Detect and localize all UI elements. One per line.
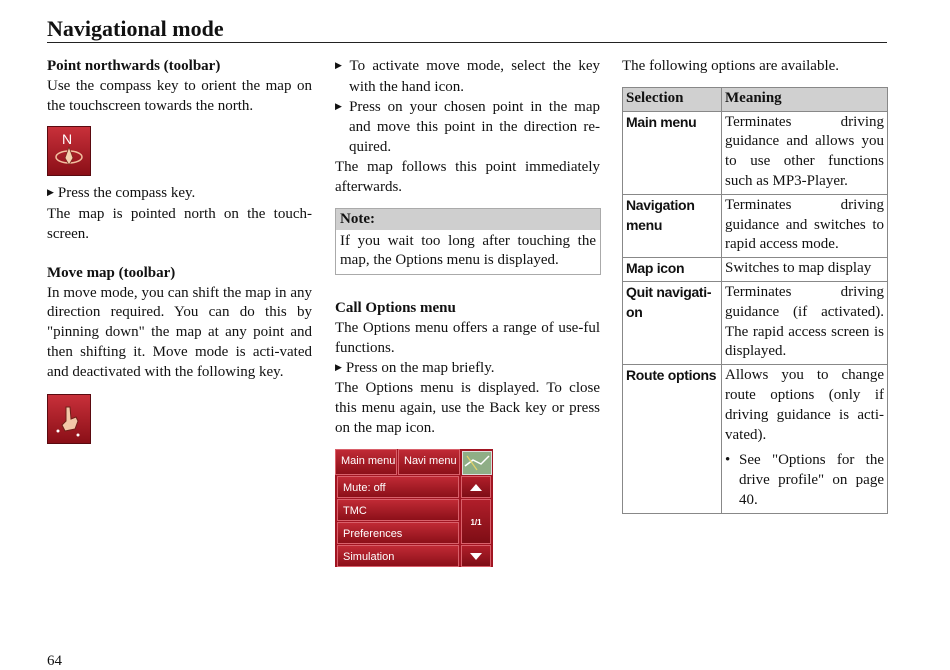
heading-move-map: Move map (toolbar) [47,264,176,281]
main-menu-tab[interactable]: Main menu [335,449,397,475]
column-right [622,57,888,514]
compass-key-icon [47,126,91,176]
meaning-cell: Terminates driving guidance (if activated). The rapid access screen is displayed. [722,281,888,364]
bullet-item [725,451,884,510]
meaning-cell: Terminates driving guidance and switches to rapid access mode. [722,194,888,257]
meaning-cell [722,365,888,514]
note-text: If you wait too long after touching the map, the Options menu is displayed. [340,232,596,269]
scroll-down-button[interactable] [461,545,491,567]
navi-menu-tab[interactable]: Navi menu [398,449,460,475]
bullet-dot-icon: • [725,452,731,469]
page-title: Navigational mode [47,16,224,41]
selection-cell: Quit navigati-on [623,281,722,364]
note-box [335,208,601,276]
meaning-cell: Terminates driving guidance and allows you to use other functions such as MP3-Player. [722,111,888,194]
header-selection: Selection [623,87,722,111]
note-heading: Note: [336,209,600,230]
paragraph-north: The map is pointed north on the touch-screen. [47,206,312,242]
table-header-row [623,87,888,111]
page-indicator: 1/1 [461,499,491,544]
options-table [622,87,888,514]
map-thumbnail-icon[interactable] [462,451,492,475]
step-press-compass: ▶ Press the compass key. [47,184,312,205]
bullet-text: See "Options for the drive profile" on page 40. [739,452,884,508]
table-row [623,194,888,257]
table-row [623,281,888,364]
column-middle [335,57,600,567]
column-left [47,57,312,452]
page-number: 64 [47,653,62,669]
step-press-point: ▶ Press on your chosen point in the map and move this point in the direction re-quired. [335,98,600,158]
scroll-up-button[interactable] [461,476,491,498]
options-menu-screenshot [335,449,493,567]
table-row [623,258,888,282]
meaning-text: Allows you to change route options (only if driving guidance is acti-vated). [725,367,884,443]
selection-cell: Main menu [623,111,722,194]
selection-cell: Map icon [623,258,722,282]
paragraph-options-menu: The Options menu offers a range of use-ful functions. [335,319,600,356]
header-meaning: Meaning [722,87,888,111]
paragraph-options-displayed: The Options menu is displayed. To close this menu again, use the Back key or press on the map icon. [335,380,600,436]
selection-cell: Navigation menu [623,194,722,257]
title-rule [47,42,887,43]
step-press-map: ▶ Press on the map briefly. [335,359,600,380]
paragraph-move-mode: In move mode, you can shift the map in any direction required. You can do this by "pinning down" the map at any point and then shifting it. Move mode is acti-vated and deactivated with the following key. [47,284,312,380]
heading-point-northwards: Point northwards (toolbar) [47,58,221,74]
menu-item-simulation[interactable]: Simulation [337,545,459,567]
paragraph-map-follows: The map follows this point immediately afterwards. [335,158,600,195]
options-intro: The following options are available. [622,58,840,74]
heading-call-options: Call Options menu [335,300,456,317]
menu-item-preferences[interactable]: Preferences [337,522,459,544]
table-row [623,111,888,194]
compass-letter: N [62,131,73,148]
table-row [623,365,888,514]
paragraph-compass: Use the compass key to orient the map on the touchscreen towards the north. [47,77,312,114]
menu-item-tmc[interactable]: TMC [337,499,459,521]
step-activate-move: ▶ To activate move mode, select the key with the hand icon. [335,57,600,98]
meaning-cell: Switches to map display [722,258,888,282]
menu-item-mute[interactable]: Mute: off [337,476,459,498]
selection-cell: Route options [623,365,722,514]
hand-key-icon [47,394,91,444]
